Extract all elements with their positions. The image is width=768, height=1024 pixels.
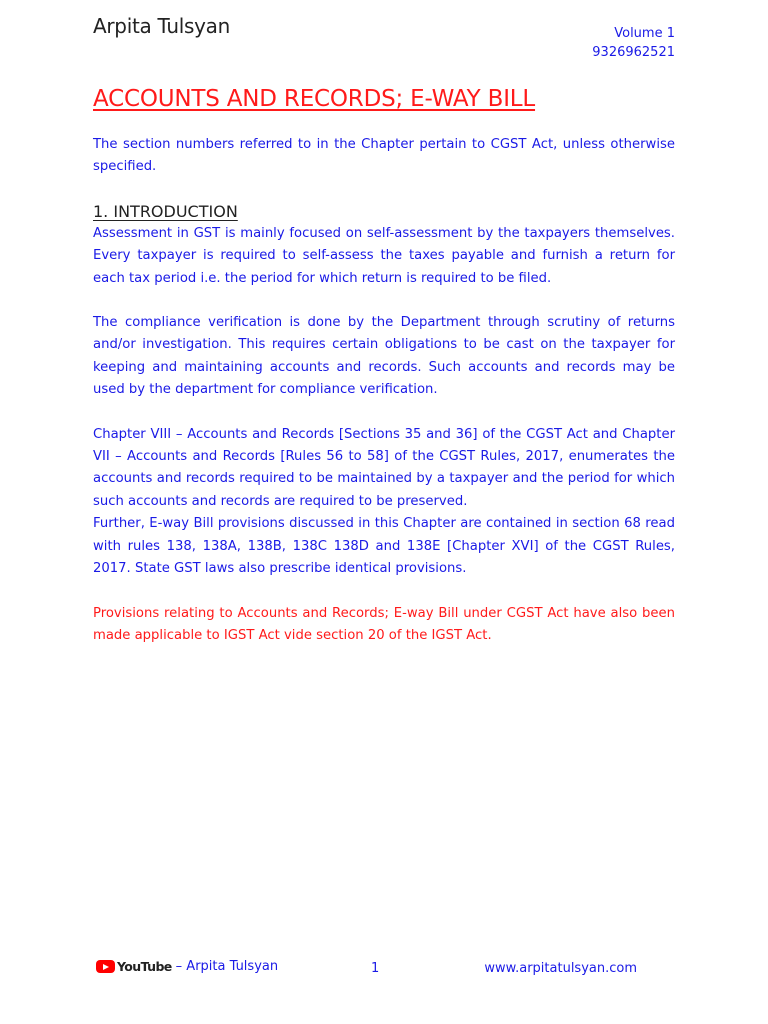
- igst-note: Provisions relating to Accounts and Records; E-way Bill under CGST Act have also been made applicable to IGST Act vide section 20 of the IGST Act.: [93, 605, 675, 643]
- paragraph-eway-bill: Further, E-way Bill provisions discussed in this Chapter are contained in section 68 read with rules 138, 138A, 138B, 138C 138D and 138E [Chapter XVI] of the CGST Rules, 2017. State GST laws also prescribe identical provisions.: [93, 516, 675, 577]
- website-link[interactable]: www.arpitatulsyan.com: [484, 961, 637, 976]
- chapter-title: ACCOUNTS AND RECORDS; E-WAY BILL: [93, 86, 536, 112]
- paragraph-chapter-viii: Chapter VIII – Accounts and Records [Sections 35 and 36] of the CGST Act and Chapter VII – Accounts and Records [Rules 56 to 58] of the CGST Rules, 2017, enumerates the accounts and records required to be maintained by a taxpayer and the period for which such accounts and records are required to be preserved.: [93, 426, 675, 509]
- chapter-content: [93, 134, 675, 647]
- page-footer: [0, 959, 768, 981]
- page-number: 1: [371, 961, 380, 976]
- youtube-icon: [96, 960, 115, 973]
- brand-logo: Arpita Tulsyan: [93, 14, 231, 38]
- volume-label: Volume 1: [614, 26, 675, 41]
- section-heading: 1. INTRODUCTION: [93, 201, 238, 221]
- channel-name: – Arpita Tulsyan: [175, 959, 279, 974]
- paragraph-compliance: The compliance verification is done by the Department through scrutiny of returns and/or investigation. This requires certain obligations to be cast on the taxpayer for keeping and maintaining accounts and records. Such accounts and records may be used by the department for compliance verification.: [93, 315, 675, 398]
- youtube-link[interactable]: [96, 959, 278, 974]
- phone-number: 9326962521: [592, 45, 675, 60]
- header-info: [592, 24, 675, 62]
- paragraph-assessment: Assessment in GST is mainly focused on self-assessment by the taxpayers themselves. Every taxpayer is required to self-assess the taxes payable and furnish a return for each tax period i.e. the period for which return is required to be filed.: [93, 225, 675, 286]
- youtube-wordmark: YouTube: [117, 959, 172, 974]
- intro-note: The section numbers referred to in the Chapter pertain to CGST Act, unless otherwise specified.: [93, 137, 675, 175]
